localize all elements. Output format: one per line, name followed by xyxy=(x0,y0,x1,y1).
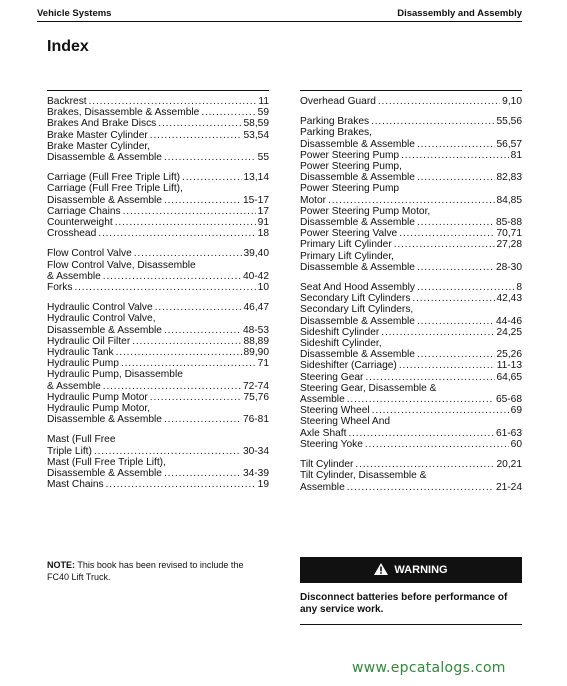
dot-leader xyxy=(417,316,494,327)
index-entry[interactable] xyxy=(47,479,269,490)
dot-leader xyxy=(150,392,242,403)
index-entry-label: Disassemble & Assemble xyxy=(47,414,162,426)
index-entry-page: 11 xyxy=(258,96,269,107)
index-entry-label: Hydraulic Control Valve, xyxy=(47,313,156,325)
index-entry-page: 55,56 xyxy=(496,116,522,128)
index-entry-label: Overhead Guard xyxy=(300,96,376,107)
index-entry[interactable] xyxy=(47,228,269,239)
index-entry-label: Assemble xyxy=(300,481,345,493)
index-entry-page: 30-34 xyxy=(242,445,269,457)
dot-leader xyxy=(417,282,514,293)
warning-triangle-icon xyxy=(374,563,388,578)
index-entry-label: Forks xyxy=(47,282,73,294)
index-entry[interactable] xyxy=(300,127,522,149)
index-entry[interactable] xyxy=(47,282,269,293)
index-entry[interactable] xyxy=(300,360,522,371)
index-entry-page: 84,85 xyxy=(496,194,522,206)
index-entry-page: 58,59 xyxy=(243,118,269,130)
dot-leader xyxy=(74,282,255,293)
index-entry-label: Disassemble & Assemble xyxy=(47,324,162,336)
index-entry-page: 42,43 xyxy=(496,293,522,305)
index-entry-label: Mast Chains xyxy=(47,479,104,491)
index-entry-page: 19 xyxy=(257,479,269,491)
index-entry[interactable] xyxy=(300,470,522,492)
index-entry[interactable] xyxy=(300,372,522,383)
index-entry-page: 40-42 xyxy=(242,270,269,282)
dot-leader xyxy=(116,347,242,358)
index-entry-page: 28-30 xyxy=(495,261,522,273)
index-entry-page: 34-39 xyxy=(242,468,269,480)
index-entry-label: Axle Shaft xyxy=(300,427,347,439)
group-gap xyxy=(300,273,522,282)
index-entry-page: 15-17 xyxy=(242,194,269,206)
dot-leader xyxy=(365,439,509,450)
index-entry-page: 13,14 xyxy=(243,172,269,184)
index-entry[interactable] xyxy=(47,172,269,183)
index-entry-label: Power Steering Pump Motor, xyxy=(300,205,431,217)
dot-leader xyxy=(89,96,257,107)
index-entry-label: Mast (Full Free Triple Lift), xyxy=(47,456,166,468)
index-entry-page: 21-24 xyxy=(495,481,522,493)
index-entry-page: 81 xyxy=(510,149,522,161)
index-entry[interactable] xyxy=(300,206,522,228)
index-entry-label: Disassemble & Assemble xyxy=(47,152,162,164)
group-gap xyxy=(47,239,269,248)
header-right-title: Disassembly and Assembly xyxy=(397,8,522,19)
index-entry-label: Crosshead xyxy=(47,228,97,240)
dot-leader xyxy=(347,482,494,493)
index-entry[interactable] xyxy=(47,141,269,163)
index-entry[interactable] xyxy=(47,434,269,456)
index-entry-page: 85-88 xyxy=(495,217,522,229)
group-gap xyxy=(300,107,522,116)
dot-leader xyxy=(401,150,509,161)
index-entry-page: 91 xyxy=(257,217,269,229)
index-entry-label: Power Steering Pump, xyxy=(300,161,402,173)
index-entry-label: Backrest xyxy=(47,96,87,107)
index-entry[interactable] xyxy=(300,439,522,450)
index-entry-label: Power Steering Pump xyxy=(300,149,400,161)
header-rule xyxy=(37,21,522,22)
dot-leader xyxy=(164,152,256,163)
dot-leader xyxy=(381,327,494,338)
index-entry[interactable] xyxy=(47,96,269,107)
index-entry-label: Primary Lift Cylinder, xyxy=(300,250,394,262)
warning-banner xyxy=(300,557,522,583)
index-entry-label: Carriage (Full Free Triple Lift) xyxy=(47,172,181,184)
dot-leader xyxy=(182,172,241,183)
index-entry-page: 25,26 xyxy=(496,349,522,361)
index-entry-page: 65-68 xyxy=(495,394,522,406)
index-entry-label: Disassemble & Assemble xyxy=(300,349,415,361)
index-entry-label: Sideshift Cylinder, xyxy=(300,338,382,350)
index-entry-page: 24,25 xyxy=(496,326,522,338)
index-entry-label: Flow Control Valve xyxy=(47,248,132,260)
group-gap xyxy=(47,425,269,434)
index-entry-page: 69 xyxy=(510,405,522,417)
dot-leader xyxy=(103,271,241,282)
index-entry-label: Seat And Hood Assembly xyxy=(300,282,415,294)
index-entry-page: 46,47 xyxy=(243,302,269,314)
index-entry-label: Brakes, Disassemble & Assemble xyxy=(47,107,200,119)
group-gap xyxy=(300,450,522,459)
index-entry-page: 44-46 xyxy=(495,315,522,327)
index-entry-label: Power Steering Valve xyxy=(300,228,398,240)
dot-leader xyxy=(103,381,241,392)
index-entry[interactable] xyxy=(300,327,522,338)
index-entry-page: 82,83 xyxy=(496,172,522,184)
dot-leader xyxy=(347,394,494,405)
index-entry-label: Tilt Cylinder xyxy=(300,459,354,471)
index-entry[interactable] xyxy=(47,217,269,228)
index-entry-page: 56,57 xyxy=(496,138,522,150)
index-entry-label: Mast (Full Free xyxy=(47,434,116,446)
dot-leader xyxy=(164,414,241,425)
index-entry-label: Tilt Cylinder, Disassemble & xyxy=(300,470,427,482)
dot-leader xyxy=(417,139,495,150)
index-entry-page: 20,21 xyxy=(496,459,522,471)
index-entry[interactable] xyxy=(47,183,269,205)
dot-leader xyxy=(328,195,494,206)
dot-leader xyxy=(417,349,495,360)
index-entry-page: 88,89 xyxy=(243,335,269,347)
index-entry-page: 27,28 xyxy=(496,239,522,251)
dot-leader xyxy=(115,217,256,228)
index-entry-page: 76-81 xyxy=(242,414,269,426)
index-entry-label: Steering Wheel xyxy=(300,405,370,417)
index-entry-label: Brakes And Brake Discs xyxy=(47,118,157,130)
index-entry-label: Brake Master Cylinder xyxy=(47,129,148,141)
index-entry[interactable] xyxy=(47,457,269,479)
index-entry[interactable] xyxy=(47,248,269,259)
index-entry-label: Sideshift Cylinder xyxy=(300,326,380,338)
index-entry[interactable] xyxy=(300,161,522,183)
index-entry-label: Hydraulic Oil Filter xyxy=(47,335,131,347)
index-entry-page: 70,71 xyxy=(496,228,522,240)
index-entry[interactable] xyxy=(47,107,269,118)
dot-leader xyxy=(123,206,256,217)
index-entry-label: Hydraulic Tank xyxy=(47,347,114,359)
index-entry-label: Secondary Lift Cylinders, xyxy=(300,304,414,316)
index-entry-label: Disassemble & Assemble xyxy=(300,315,415,327)
note-text: This book has been revised to include the FC40 Lift Truck. xyxy=(47,560,244,582)
index-entry[interactable] xyxy=(300,239,522,250)
dot-leader xyxy=(155,302,242,313)
index-entry[interactable] xyxy=(300,150,522,161)
index-entry-page: 71 xyxy=(257,358,269,370)
index-entry-page: 48-53 xyxy=(242,324,269,336)
index-entry[interactable] xyxy=(47,392,269,403)
index-entry-label: Motor xyxy=(300,194,327,206)
note-label: NOTE: xyxy=(47,560,75,570)
index-entry-page: 55 xyxy=(257,152,269,164)
index-entry-label: Carriage (Full Free Triple Lift), xyxy=(47,183,183,195)
dot-leader xyxy=(399,360,495,371)
revision-note xyxy=(47,559,257,583)
index-entry-page: 75,76 xyxy=(243,391,269,403)
index-entry-page: 60 xyxy=(510,438,522,450)
index-entry-label: Disassemble & Assemble xyxy=(300,217,415,229)
index-entry[interactable] xyxy=(300,459,522,470)
index-left-column xyxy=(47,96,269,491)
index-entry-label: Parking Brakes xyxy=(300,116,370,128)
index-entry[interactable] xyxy=(47,313,269,335)
index-entry-label: Carriage Chains xyxy=(47,205,121,217)
dot-leader xyxy=(372,405,509,416)
index-entry-label: Hydraulic Pump, Disassemble xyxy=(47,369,183,381)
index-entry[interactable] xyxy=(300,405,522,416)
index-entry-label: Parking Brakes, xyxy=(300,127,372,139)
index-entry[interactable] xyxy=(300,116,522,127)
index-entry[interactable] xyxy=(47,403,269,425)
dot-leader xyxy=(417,217,494,228)
dot-leader xyxy=(378,96,500,107)
index-entry[interactable] xyxy=(300,96,522,107)
index-entry[interactable] xyxy=(300,251,522,273)
dot-leader xyxy=(134,248,242,259)
index-entry-page: 8 xyxy=(516,282,522,294)
index-entry-label: & Assemble xyxy=(47,270,101,282)
index-entry-label: Triple Lift) xyxy=(47,445,92,457)
index-entry-label: Assemble xyxy=(300,394,345,406)
dot-leader xyxy=(94,446,241,457)
index-entry-label: Counterweight xyxy=(47,217,113,229)
header-left-title: Vehicle Systems xyxy=(37,8,112,19)
right-column-rule xyxy=(300,90,522,91)
index-entry[interactable] xyxy=(47,369,269,391)
index-entry-label: Sideshifter (Carriage) xyxy=(300,360,397,372)
index-entry-page: 61-63 xyxy=(495,427,522,439)
index-entry-page: 11-13 xyxy=(496,360,522,372)
index-entry[interactable] xyxy=(300,338,522,360)
group-gap xyxy=(47,293,269,302)
dot-leader xyxy=(417,172,495,183)
dot-leader xyxy=(201,107,255,118)
index-entry[interactable] xyxy=(300,183,522,205)
index-entry-label: Power Steering Pump xyxy=(300,183,400,195)
watermark-text: www.epcatalogs.com xyxy=(352,660,506,676)
index-right-column xyxy=(300,96,522,493)
index-entry-label: Steering Gear, Disassemble & xyxy=(300,382,437,394)
index-entry[interactable] xyxy=(300,228,522,239)
index-entry-label: Steering Gear xyxy=(300,371,364,383)
index-entry-page: 89,90 xyxy=(243,347,269,359)
index-entry[interactable] xyxy=(47,260,269,282)
dot-leader xyxy=(164,325,241,336)
dot-leader xyxy=(417,262,494,273)
index-entry-label: Disassemble & Assemble xyxy=(300,138,415,150)
index-entry[interactable] xyxy=(300,416,522,438)
index-entry-label: Disassemble & Assemble xyxy=(300,172,415,184)
dot-leader xyxy=(106,479,256,490)
index-entry-page: 9,10 xyxy=(502,96,522,107)
dot-leader xyxy=(121,358,256,369)
index-entry-page: 18 xyxy=(257,228,269,240)
index-entry-label: Disassemble & Assemble xyxy=(47,468,162,480)
dot-leader xyxy=(348,428,494,439)
dot-leader xyxy=(158,118,241,129)
index-entry-page: 64,65 xyxy=(496,371,522,383)
dot-leader xyxy=(365,372,494,383)
index-entry[interactable] xyxy=(47,130,269,141)
warning-rule xyxy=(300,624,522,625)
index-entry-label: Secondary Lift Cylinders xyxy=(300,293,411,305)
index-entry-label: Hydraulic Pump xyxy=(47,358,119,370)
index-entry-label: Hydraulic Pump Motor xyxy=(47,391,148,403)
index-entry-label: & Assemble xyxy=(47,380,101,392)
dot-leader xyxy=(98,228,255,239)
index-entry[interactable] xyxy=(300,293,522,304)
index-entry-label: Steering Yoke xyxy=(300,438,363,450)
index-entry[interactable] xyxy=(300,282,522,293)
index-entry-label: Hydraulic Pump Motor, xyxy=(47,403,151,415)
index-entry-label: Flow Control Valve, Disassemble xyxy=(47,259,196,271)
dot-leader xyxy=(412,293,494,304)
index-entry-label: Brake Master Cylinder, xyxy=(47,140,151,152)
warning-title: WARNING xyxy=(394,564,448,576)
index-entry[interactable] xyxy=(47,206,269,217)
dot-leader xyxy=(164,468,241,479)
index-entry-page: 10 xyxy=(257,282,269,294)
page-title: Index xyxy=(47,38,89,55)
index-entry-page: 59 xyxy=(257,107,269,119)
index-entry-page: 17 xyxy=(257,205,269,217)
index-entry-label: Primary Lift Cylinder xyxy=(300,239,392,251)
index-entry[interactable] xyxy=(300,383,522,405)
dot-leader xyxy=(132,336,241,347)
index-entry-label: Hydraulic Control Valve xyxy=(47,302,153,314)
index-entry-label: Disassemble & Assemble xyxy=(300,261,415,273)
dot-leader xyxy=(164,195,241,206)
dot-leader xyxy=(399,228,494,239)
index-entry-label: Disassemble & Assemble xyxy=(47,194,162,206)
index-entry-label: Steering Wheel And xyxy=(300,416,391,428)
left-column-rule xyxy=(47,90,269,91)
index-entry[interactable] xyxy=(47,336,269,347)
dot-leader xyxy=(371,116,494,127)
index-entry[interactable] xyxy=(47,347,269,358)
index-entry-page: 53,54 xyxy=(243,129,269,141)
index-entry[interactable] xyxy=(47,358,269,369)
group-gap xyxy=(47,163,269,172)
dot-leader xyxy=(355,459,494,470)
index-entry[interactable] xyxy=(47,302,269,313)
index-entry[interactable] xyxy=(47,118,269,129)
index-entry[interactable] xyxy=(300,304,522,326)
warning-text: Disconnect batteries before performance of any service work. xyxy=(300,592,508,615)
dot-leader xyxy=(394,239,495,250)
index-entry-page: 39,40 xyxy=(243,248,269,260)
index-entry-page: 72-74 xyxy=(242,380,269,392)
dot-leader xyxy=(150,130,242,141)
